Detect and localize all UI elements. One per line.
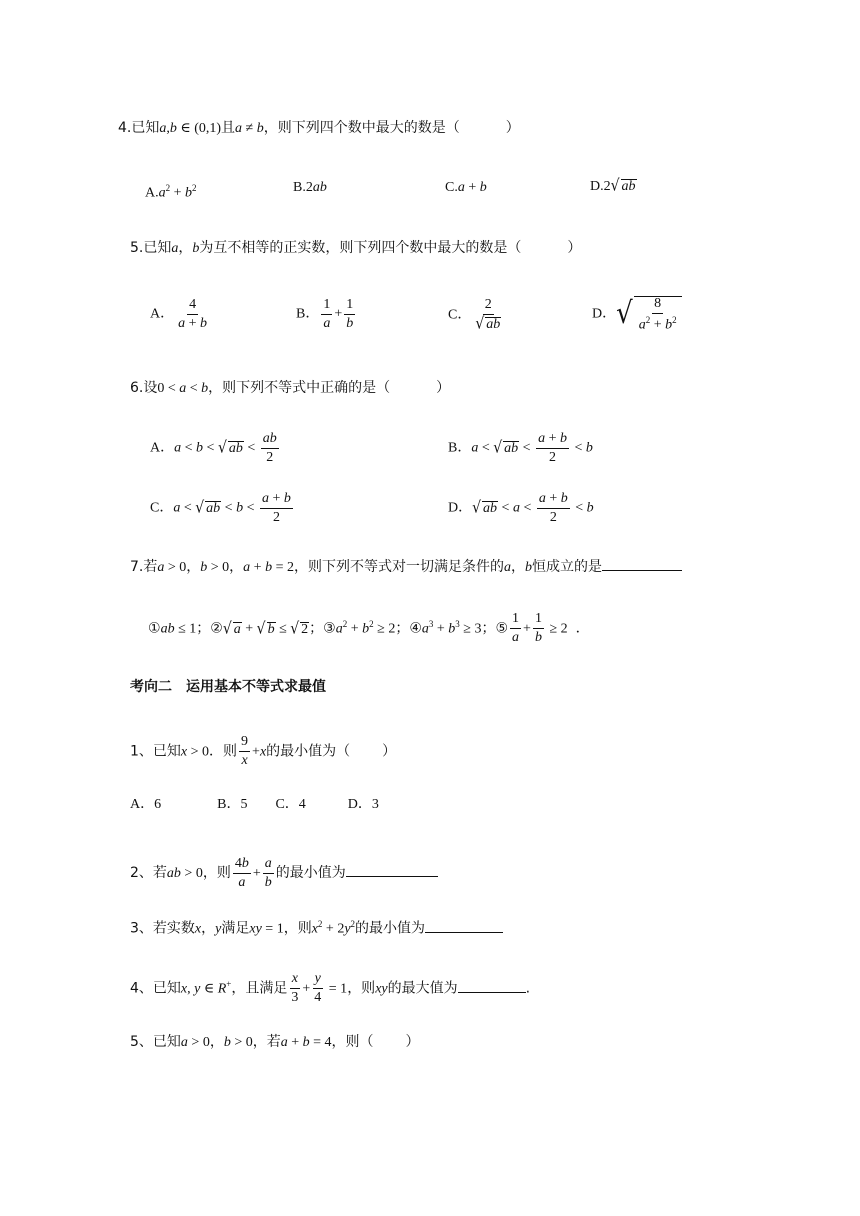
question-5-option-b: B． $\frac{1}{a}$ + $\frac{1}{b}$ xyxy=(296,297,354,331)
question-6-option-d: D．√ ab < a < $\frac{a + b}{2}$ < b xyxy=(448,491,594,525)
question-4-stem: 4.已知a,b ∈ (0,1)且a ≠ b，则下列四个数中最大的数是（ ） xyxy=(118,120,520,136)
question-6-option-a: A．a < b < √ ab < $\frac{ab}{2}$ xyxy=(150,431,277,465)
question-4-option-c: C.a + b xyxy=(445,180,487,195)
question-6-option-b: B．a < √ ab < $\frac{a + b}{2}$ < b xyxy=(448,431,593,465)
question-5-option-d: D．√ $\frac{8}{a^2 + b^2}$ xyxy=(592,296,682,333)
answer-blank[interactable] xyxy=(346,862,438,877)
problem-4-stem: 4、已知x, y ∈ R+，且满足 $\frac{x}{3}$ + $\frac{y}{4}$ = 1，则xy的最大值为 . xyxy=(130,971,531,1005)
question-4-option-d: D.2√ ab xyxy=(590,176,636,196)
problem-1-stem: 1、已知x > 0．则 $\frac{9}{x}$ +x的最小值为（ ） xyxy=(130,734,397,768)
question-6-stem: 6.设0 < a < b，则下列不等式中正确的是（ ） xyxy=(130,380,451,396)
question-7-stem: 7.若a > 0，b > 0，a + b = 2，则下列不等式对一切满足条件的a，b恒成立的是 xyxy=(130,556,682,578)
question-7-conditions: ①ab ≤ 1；②√ a + √ b ≤ √ 2；$③a^2 + b^2 \ge 2$；$④a^3 + b^3 \ge 3$；⑤ $\frac{1}{a}$ + $\frac{1}{b}$ ≥ 2 ． xyxy=(148,611,590,645)
question-4-option-a: $A.a^2 + b^2$ xyxy=(145,183,197,201)
problem-5-stem: 5、已知a > 0，b > 0，若a + b = 4，则（ ） xyxy=(130,1034,420,1050)
answer-blank[interactable] xyxy=(602,556,682,571)
question-5-option-c: C． $\frac{2}{√ ab}$ xyxy=(448,297,501,334)
section-title: 考向二 运用基本不等式求最值 xyxy=(130,679,326,695)
question-6-option-c: C．a < √ ab < b < $\frac{a + b}{2}$ xyxy=(150,491,291,525)
question-4-option-b: B.2ab xyxy=(293,180,327,195)
problem-2-stem: 2、若ab > 0，则 $\frac{4b}{a}$ + $\frac{a}{b}$ 的最小值为 xyxy=(130,856,438,890)
problem-3-stem: 3、若实数x，y满足xy = 1，则$x^2 + 2y^2$的最小值为 xyxy=(130,914,503,940)
question-5-option-a: A． $\frac{4}{a + b}$ xyxy=(150,297,208,331)
problem-1-options: A．6 B．5 C．4 D．3 xyxy=(130,797,379,812)
answer-blank[interactable] xyxy=(458,978,526,993)
answer-blank[interactable] xyxy=(425,918,503,933)
question-5-stem: 5.已知a，b为互不相等的正实数，则下列四个数中最大的数是（ ） xyxy=(130,240,582,256)
